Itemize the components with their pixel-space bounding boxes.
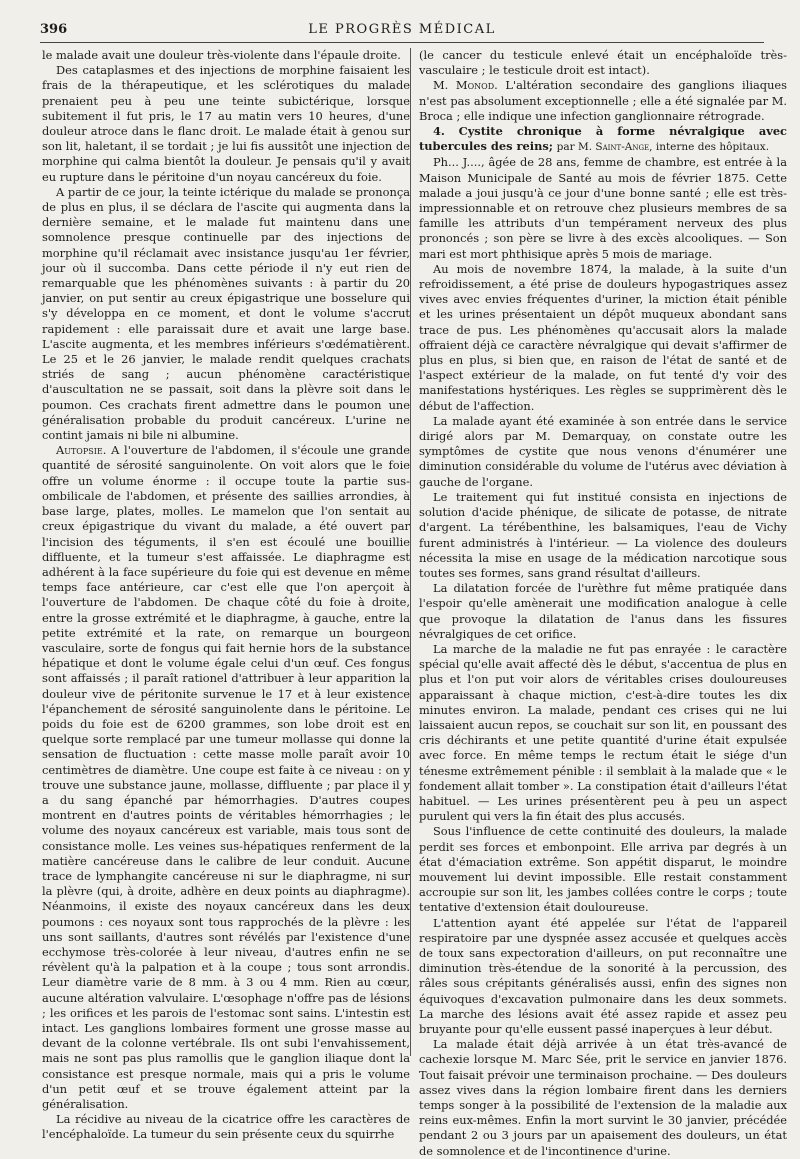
right-column [419, 48, 787, 1158]
author-name: Saint-Ange [595, 141, 650, 154]
page-number: 396 [40, 22, 68, 37]
autopsy-label: Autopsie. [56, 443, 107, 458]
paragraph: La malade était déjà arrivée à un état très-avancé de cachexie lorsque M. Marc Sée, prit le service en janvier 1876. Tout faisait prévoir une terminaison prochaine. — Des douleurs assez vives dans la région lombaire firent dans les derniers temps songer à la possibilité de l'extension de la maladie aux reins eux-mêmes. Enfin la mort survint le 30 janvier, précédée pendant 2 ou 3 jours par un apaisement des douleurs, un état de somnolence et de l'incontinence d'urine. [419, 1037, 787, 1158]
paragraph: Au mois de novembre 1874, la malade, à la suite d'un refroidissement, a été prise de douleurs hypogastriques assez vives avec envies fréquentes d'uriner, la miction était pénible et les urines présentaient un dépôt muqueux abondant sans trace de pus. Les phénomènes qu'accusait alors la malade offraient déjà ce caractère névralgique qui devait s'affirmer de plus en plus, si bien que, en raison de l'état de santé et de l'aspect extérieur de la malade, on fut tenté d'y voir des manifestations hystériques. Les règles se supprimèrent dès le début de l'affection. [419, 261, 787, 413]
monod-text: L'altération secondaire des ganglions iliaques n'est pas absolument exceptionnelle ; elle a été signalée par M. Broca ; elle indique une infection ganglionnaire rétrograde. [419, 78, 787, 123]
paragraph: Le traitement qui fut institué consista en injections de solution d'acide phénique, de silicate de potasse, de nitrate d'argent. La térébenthine, les balsamiques, l'eau de Vichy furent administrés à l'intérieur. — La violence des douleurs nécessita la mise en usage de la médication narcotique sous toutes ses formes, sans grand résultat d'ailleurs. [419, 489, 787, 580]
section-heading [419, 124, 787, 155]
paragraph: (le cancer du testicule enlevé était un encéphaloïde très-vasculaire ; le testicule droit est intact). [419, 48, 787, 78]
section-title: Cystite chronique à forme névralgique avec tubercules des reins; [419, 124, 787, 154]
page-header [40, 20, 764, 43]
paragraph: Ph... J...., âgée de 28 ans, femme de chambre, est entrée à la Maison Municipale de Santé au mois de février 1875. Cette malade a joui jusqu'à ce jour d'une bonne santé ; elle est très-impressionnable et on retrouve chez plusieurs membres de sa famille les attributs d'un tempérament nerveux des plus prononcés ; son père se livre à des excès alcooliques. — Son mari est mort phthisique après 5 mois de mariage. [419, 155, 787, 261]
paragraph: A partir de ce jour, la teinte ictérique du malade se prononça de plus en plus, il se déclara de l'ascite qui augmenta dans la dernière semaine, et le malade fut maintenu dans une somnolence presque continuelle par des injections de morphine qu'il réclamait avec insistance jusqu'au 1er février, jour où il succomba. Dans cette période il n'y eut rien de remarquable que les phénomènes suivants : à partir du 20 janvier, on put sentir au creux épigastrique une bosselure qui s'y développa en ce moment, et dont le volume s'accrut rapidement : elle paraissait dure et avait une large base. L'ascite augmenta, et les membres inférieurs s'œdématièrent. Le 25 et le 26 janvier, le malade rendit quelques crachats striés de sang ; aucun phénomène caractéristique d'auscultation ne se passait, soit dans la plèvre soit dans le poumon. Ces crachats firent admettre dans le poumon une généralisation probable du produit cancéreux. L'urine ne contint jamais ni bile ni albumine. [42, 184, 410, 443]
autopsy-text: A l'ouverture de l'abdomen, il s'écoule une grande quantité de sérosité sanguinolente. On voit alors que le foie offre un volume énorme : il occupe toute la partie sus-ombilicale de l'abdomen, et présente des saillies arrondies, à base large, plates, molles. Le mamelon que l'on sentait au creux épigastrique du vivant du malade, a été ouvert par l'incision des téguments, il s'en est écoulé une bouillie diffluente, et la tumeur s'est affaissée. Le diaphragme est adhérent à la face supérieure du foie qui est devenue en même temps face antérieure, car c'est elle que l'on aperçoit à l'ouverture de l'abdomen. De chaque côté du foie à droite, entre la grosse extrémité et le diaphragme, à gauche, entre la petite extrémité et la rate, on remarque un bourgeon vasculaire, sorte de fongus qui fait hernie hors de la substance hépatique et dont le volume égale celui d'un œuf. Ces fongus sont affaissés ; il paraît rationel d'attribuer à leur apparition la douleur vive de péritonite survenue le 17 et à leur existence l'épanchement de sérosité sanguinolente dans le péritoine. Le poids du foie est de 6200 grammes, son lobe droit est en quelque sorte remplacé par une tumeur mollasse qui donne la sensation de fluctuation : cette masse molle paraît avoir 10 centimètres de diamètre. Une coupe est faite à ce niveau : on y trouve une substance jaune, mollasse, diffluente ; par place il y a du sang épanché par hémorrhagies. D'autres coupes montrent en d'autres points de véritables hémorrhagies ; le volume des noyaux cancéreux est variable, mais tous sont de consistance molle. Les veines sus-hépatiques renferment de la matière cancéreuse dans le calibre de leur conduit. Aucune trace de lymphangite cancéreuse ni sur le diaphragme, ni sur la plèvre (qui, à droite, adhère en deux points au diaphragme). Néanmoins, il existe des noyaux cancéreux dans les deux poumons : ces noyaux sont tous rapprochés de la plèvre : les uns sont saillants, d'autres sont révélés par l'existence d'une ecchymose très-colorée à leur niveau, d'autres enfin ne se révèlent qu'à la palpation et à la coupe ; tous sont arrondis. Leur diamètre varie de 8 mm. à 3 ou 4 mm. Rien au cœur, aucune altération valvulaire. L'œsophage n'offre pas de lésions ; les orifices et les parois de l'estomac sont sains. L'intestin est intact. Les ganglions lombaires forment une grosse masse au devant de la colonne vertébrale. Ils ont subi l'envahissement, mais ne sont pas plus ramollis que le ganglion iliaque dont la consistance est presque normale, mais qui a pris le volume d'un petit œuf et se trouve également atteint par la généralisation. [42, 443, 410, 1112]
paragraph: le malade avait une douleur très-violente dans l'épaule droite. [42, 48, 401, 62]
column-divider [410, 48, 411, 1056]
monod-paragraph [419, 78, 787, 124]
byline-suffix: , interne des hôpitaux. [649, 141, 770, 154]
byline-prefix: par M. [556, 141, 596, 154]
paragraph: La marche de la maladie ne fut pas enrayée : le caractère spécial qu'elle avait affecté dès le début, s'accentua de plus en plus et l'on put voir alors de véritables crises douloureuses apparaissant à chaque miction, c'est-à-dire toutes les dix minutes environ. La malade, pendant ces crises qui ne lui laissaient aucun repos, se couchait sur son lit, en poussant des cris déchirants et une petite quantité d'urine était expulsée avec force. En même temps le rectum était le siége d'un ténesme extrêmement pénible : il semblait à la malade que « le fondement allait tomber ». La constipation était d'ailleurs l'état habituel. — Les urines présentèrent peu à peu un aspect purulent qui vers la fin était des plus accusés. [419, 641, 787, 824]
paragraph: Des cataplasmes et des injections de morphine faisaient les frais de la thérapeutique, et les sclérotiques du malade prenaient peu à peu une teinte subictérique, lorsque subitement il fut pris, le 17 au matin vers 10 heures, d'une douleur atroce dans le flanc droit. Le malade était à genou sur son lit, haletant, il se tordait ; je lui fis aussitôt une injection de morphine qui calma bientôt la douleur. Je pensais qu'il y avait eu rupture dans le péritoine d'un noyau cancéreux du foie. [42, 63, 410, 184]
paragraph: Sous l'influence de cette continuité des douleurs, la malade perdit ses forces et embonpoint. Elle arriva par degrés à un état d'émaciation extrême. Son appétit disparut, le moindre mouvement lui devint impossible. Elle restait constamment accroupie sur son lit, les jambes collées contre le corps ; toute tentative d'extension était douloureuse. [419, 824, 787, 915]
monod-label: M. Monod. [433, 78, 498, 93]
autopsy-paragraph [42, 443, 410, 1112]
paragraph: La dilatation forcée de l'urèthre fut même pratiquée dans l'espoir qu'elle amènerait une modification analogue à celle que provoque la dilatation de l'anus dans les fissures névralgiques de cet orifice. [419, 581, 787, 641]
paragraph: La malade ayant été examinée à son entrée dans le service dirigé alors par M. Demarquay, on constate outre les symptômes de cystite que nous venons d'énumérer une diminution considérable du volume de l'utérus avec déviation à gauche de l'organe. [419, 413, 787, 489]
paragraph: La récidive au niveau de la cicatrice offre les caractères de l'encéphaloïde. La tumeur du sein présente ceux du squirrhe [42, 1112, 410, 1142]
running-title: LE PROGRÈS MÉDICAL [308, 22, 496, 37]
paragraph: L'attention ayant été appelée sur l'état de l'appareil respiratoire par une dyspnée assez accusée et quelques accès de toux sans expectoration d'ailleurs, on put reconnaître une diminution très-étendue de la sonorité à la percussion, des râles sous crépitants généralisés aussi, enfin des signes non équivoques d'excavation pulmonaire dans les deux sommets. La marche des lésions avait été assez rapide et assez peu bruyante pour qu'elle eussent passé inaperçues à leur début. [419, 915, 787, 1036]
left-column [42, 48, 410, 1142]
section-number: 4. [433, 124, 445, 139]
